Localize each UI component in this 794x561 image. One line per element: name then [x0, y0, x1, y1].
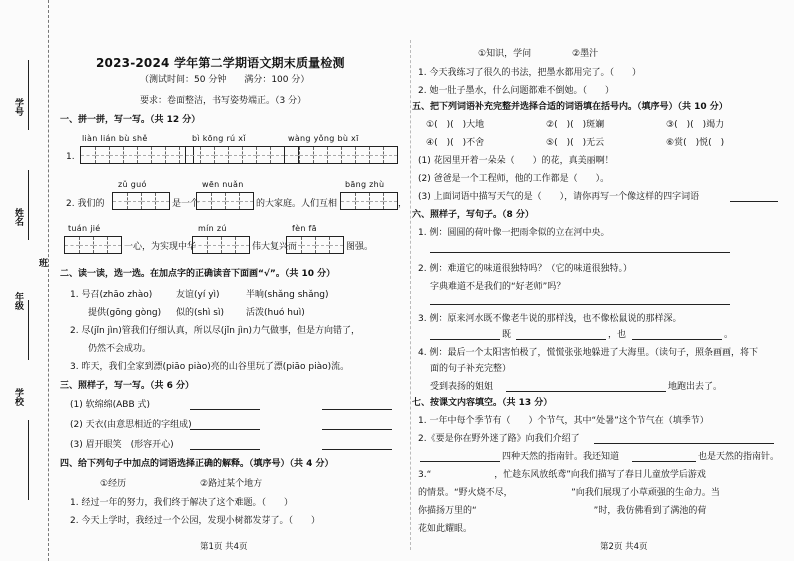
fill-sentence: 花如此耀眼。	[418, 524, 473, 534]
side-line	[28, 170, 29, 240]
example-sentence: 2. 例：难道它的味道很独特吗？（它的味道很独特。）	[418, 264, 632, 274]
exercise-prompt: (1) 软绵绵(ABB 式)	[70, 400, 150, 410]
pinyin: wàng yǒng bù xī	[288, 134, 359, 143]
side-line	[28, 60, 29, 130]
section-3-heading: 三、照样子，写一写。（共 6 分）	[60, 381, 195, 391]
section-5-heading: 五、把下列词语补充完整并选择合适的词语填在括号内。（填序号）（共 10 分）	[412, 102, 728, 112]
fill-word: ，也	[608, 330, 627, 340]
question[interactable]: 1. 今天我练习了很久的书法，把墨水都用完了。（ ）	[418, 68, 641, 78]
writing-grid[interactable]	[196, 192, 254, 210]
answer-line[interactable]	[190, 449, 260, 450]
pinyin-choice[interactable]: 似的(shì sì)	[176, 308, 224, 318]
pinyin: tuán jié	[68, 224, 101, 233]
pinyin: zǔ guó	[118, 180, 147, 189]
answer-line[interactable]	[190, 429, 260, 430]
example-sentence: 1. 例：圆圆的荷叶像一把雨伞似的立在河中央。	[418, 228, 610, 238]
side-label-xuehao: 学号	[13, 98, 23, 116]
exercise-prompt: (2) 天衣(由意思相近的字组成)	[70, 420, 192, 430]
option: ②墨汁	[572, 49, 599, 59]
example-sentence: 3. 例：原来河水既不像老牛说的那样浅，也不像松鼠说的那样深。	[418, 314, 682, 324]
fill-word: 地跑出去了。	[668, 382, 723, 392]
pinyin: fèn fā	[292, 224, 317, 233]
answer-line[interactable]	[730, 201, 778, 202]
section-7-heading: 七、按课文内容填空。（共 13 分）	[412, 398, 553, 408]
writing-grid[interactable]	[112, 192, 170, 210]
sentence-part: ，	[398, 199, 408, 209]
prompt-sentence: 字典难道不是我们的“好老师”吗？	[430, 282, 566, 292]
word-fill[interactable]: ③( )( )竭力	[666, 120, 725, 130]
sentence-part: 的大家庭。人们互相	[256, 199, 338, 209]
fill-word: 。	[724, 330, 734, 340]
exam-meta: （测试时间：50 分钟 满分：100 分）	[140, 75, 310, 85]
sentence[interactable]: 3. 昨天，我们全家到漂(piāo piào)亮的山谷里玩了漂(piāo piào)流。	[70, 362, 350, 372]
pinyin: wēn nuǎn	[202, 180, 244, 189]
fill-word: 受到表扬的姐姐	[430, 382, 494, 392]
option: ②路过某个地方	[200, 479, 263, 489]
word-fill[interactable]: ④( )( )不舍	[426, 138, 485, 148]
fill-sentence[interactable]: 你描扬万里的“ ”时，我仿佛看到了满池的荷	[418, 506, 707, 516]
example-sentence: 4. 例：最后一个太阳害怕极了，慌慌张张地躲进了大海里。（读句子，照条画画，将下	[418, 348, 758, 358]
page-divider	[410, 40, 411, 550]
section-2-heading: 二、读一读，选一选。在加点字的正确读音下面画“√”。（共 10 分）	[60, 269, 336, 279]
example-sentence: 面的句子补充完整）	[430, 364, 512, 374]
sentence-part: 伟大复兴而	[252, 242, 298, 252]
sentence[interactable]: 2. 尽(jǐn jìn)管我们仔细认真，所以尽(jǐn jìn)力气做事，但是方向错了，	[70, 326, 361, 336]
page-footer: 第2页 共4页	[600, 542, 648, 552]
fill-sentence[interactable]: 1. 一年中每个季节有（ ）个节气，其中“处暑”这个节气在（填季节）	[418, 416, 709, 426]
pinyin: bāng zhù	[345, 180, 385, 189]
pinyin-choice[interactable]: 友谊(yí yì)	[176, 290, 220, 300]
question[interactable]: (2) 爸爸是一个工程师，他的工作都是（ ）。	[418, 174, 610, 184]
fill-sentence[interactable]: 3.“ ，忙趁东风放纸鸢”向我们描写了春日儿童放学后游戏	[418, 470, 706, 480]
answer-line[interactable]	[594, 443, 774, 444]
sentence-part: 一心，为实现中华	[124, 242, 197, 252]
answer-line[interactable]	[190, 409, 260, 410]
answer-line[interactable]	[430, 339, 500, 340]
word-fill[interactable]: ⑥赏( )悦( )	[666, 138, 725, 148]
writing-grid[interactable]	[192, 236, 250, 254]
pinyin-choice[interactable]: 半晌(shǎng shǎng)	[246, 290, 329, 300]
side-label-ban: 班	[37, 258, 47, 267]
side-label-nianji: 年级	[13, 292, 23, 310]
question[interactable]: (3) 上面词语中描写天气的是（ ），请你再写一个像这样的四字词语	[418, 192, 700, 202]
option: ①经历	[100, 479, 127, 489]
question[interactable]: (1) 花园里开着一朵朵（ ）的花，真美丽啊！	[418, 156, 614, 166]
pinyin-choice[interactable]: 活泼(huó huì)	[246, 308, 305, 318]
side-label-xuexiao: 学校	[13, 388, 23, 406]
page-footer: 第1页 共4页	[200, 542, 248, 552]
side-line	[28, 300, 29, 360]
answer-line[interactable]	[632, 339, 722, 340]
answer-line[interactable]	[322, 429, 392, 430]
word-fill[interactable]: ①( )( )大地	[426, 120, 485, 130]
writing-grid[interactable]	[286, 236, 344, 254]
pinyin: liàn lián bù shě	[82, 134, 148, 143]
answer-line[interactable]	[632, 461, 696, 462]
question[interactable]: 2. 今天上学时，我经过一个公园，发现小树都发芽了。（ ）	[70, 516, 320, 526]
page-title: 2023-2024 学年第二学期语文期末质量检测	[96, 56, 345, 70]
section-6-heading: 六、照样子，写句子。（8 分）	[412, 210, 534, 220]
fill-sentence: 四种天然的指南针。我还知道	[502, 452, 620, 462]
answer-line[interactable]	[506, 391, 666, 392]
fill-word: 既	[502, 330, 512, 340]
question[interactable]: 1. 经过一年的努力，我们终于解决了这个难题。（ ）	[70, 498, 293, 508]
side-label-xingming: 姓名	[13, 208, 23, 226]
sentence: 仍然不会成功。	[88, 344, 152, 354]
writing-grid[interactable]	[185, 146, 299, 164]
binding-fold-line	[48, 0, 49, 561]
writing-grid[interactable]	[64, 236, 122, 254]
sentence-part: 2. 我们的	[66, 199, 105, 209]
answer-line[interactable]	[516, 339, 606, 340]
item-number: 1.	[66, 152, 75, 162]
pinyin-choice[interactable]: 提供(gōng gòng)	[88, 308, 162, 318]
option: ①知识，学问	[478, 49, 532, 59]
section-4-heading: 四、给下列句子中加点的词语选择正确的解释。（填序号）（共 4 分）	[60, 459, 334, 469]
side-line	[28, 420, 29, 500]
pinyin: bì kōng rú xǐ	[192, 134, 246, 143]
answer-line[interactable]	[430, 304, 730, 305]
pinyin: mín zú	[198, 224, 227, 233]
writing-grid[interactable]	[340, 192, 398, 210]
pinyin-choice[interactable]: 1. 号召(zhāo zhào)	[70, 290, 153, 300]
section-1-heading: 一、拼一拼，写一写。（共 12 分）	[60, 115, 201, 125]
writing-grid[interactable]	[284, 146, 398, 164]
word-fill[interactable]: ⑤( )( )无云	[546, 138, 605, 148]
fill-sentence: 也是天然的指南针。	[698, 452, 780, 462]
sentence-part: 是一个	[172, 199, 200, 209]
requirement: 要求：卷面整洁，书写姿势端正。（3 分）	[140, 96, 307, 106]
answer-line[interactable]	[322, 409, 392, 410]
fill-sentence[interactable]: 的情景。“野火烧不尽， ”向我们展现了小草顽强的生命力。当	[418, 488, 720, 498]
question[interactable]: 2. 她一肚子墨水，什么问题都难不倒她。（ ）	[418, 86, 614, 96]
answer-line[interactable]	[322, 449, 392, 450]
exercise-prompt: (3) 眉开眼笑 (形容开心)	[70, 440, 174, 450]
answer-line[interactable]	[430, 252, 730, 253]
answer-line[interactable]	[420, 461, 500, 462]
word-fill[interactable]: ②( )( )斑斓	[546, 120, 605, 130]
fill-sentence: 2.《要是你在野外迷了路》向我们介绍了	[418, 434, 580, 444]
writing-grid[interactable]	[80, 146, 194, 164]
sentence-part: 图强。	[346, 242, 374, 252]
